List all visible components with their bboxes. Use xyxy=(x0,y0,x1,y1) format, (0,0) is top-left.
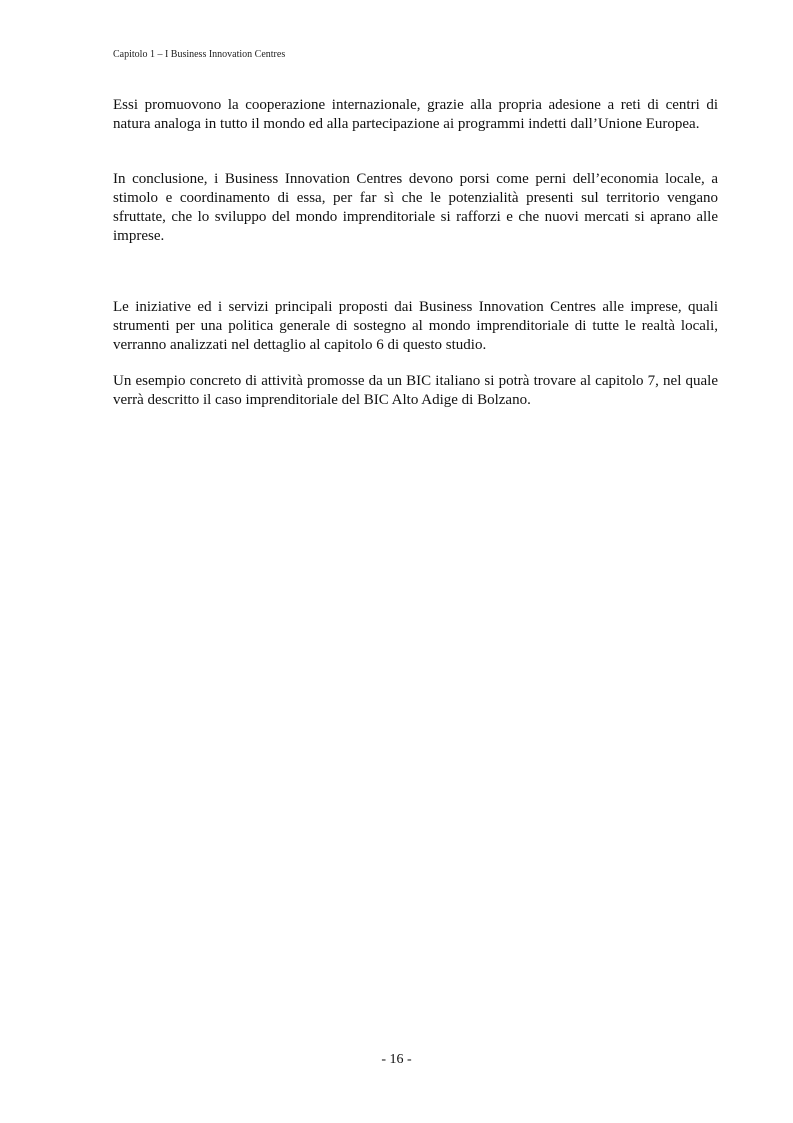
paragraph-international-cooperation: Essi promuovono la cooperazione internazionale, grazie alla propria adesione a reti di centri di natura analoga in tutto il mondo ed alla partecipazione ai programmi indetti dall’Unione Europea. xyxy=(113,97,718,132)
paragraph-initiatives-services: Le iniziative ed i servizi principali proposti dai Business Innovation Centres alle imprese, quali strumenti per una politica generale di sostegno al mondo imprenditoriale di tutte le realtà locali, verranno analizzati nel dettaglio al capitolo 6 di questo studio. xyxy=(113,299,718,353)
page-number: - 16 - xyxy=(381,1052,412,1067)
running-header: Capitolo 1 – I Business Innovation Centres xyxy=(113,49,286,60)
paragraph-bic-example: Un esempio concreto di attività promosse da un BIC italiano si potrà trovare al capitolo 7, nel quale verrà descritto il caso imprenditoriale del BIC Alto Adige di Bolzano. xyxy=(113,373,718,408)
paragraph-conclusion: In conclusione, i Business Innovation Centres devono porsi come perni dell’economia locale, a stimolo e coordinamento di essa, per far sì che le potenzialità presenti sul territorio vengano sfruttate, che lo sviluppo del mondo imprenditoriale si rafforzi e che nuovi mercati si aprano alle imprese. xyxy=(113,171,718,244)
